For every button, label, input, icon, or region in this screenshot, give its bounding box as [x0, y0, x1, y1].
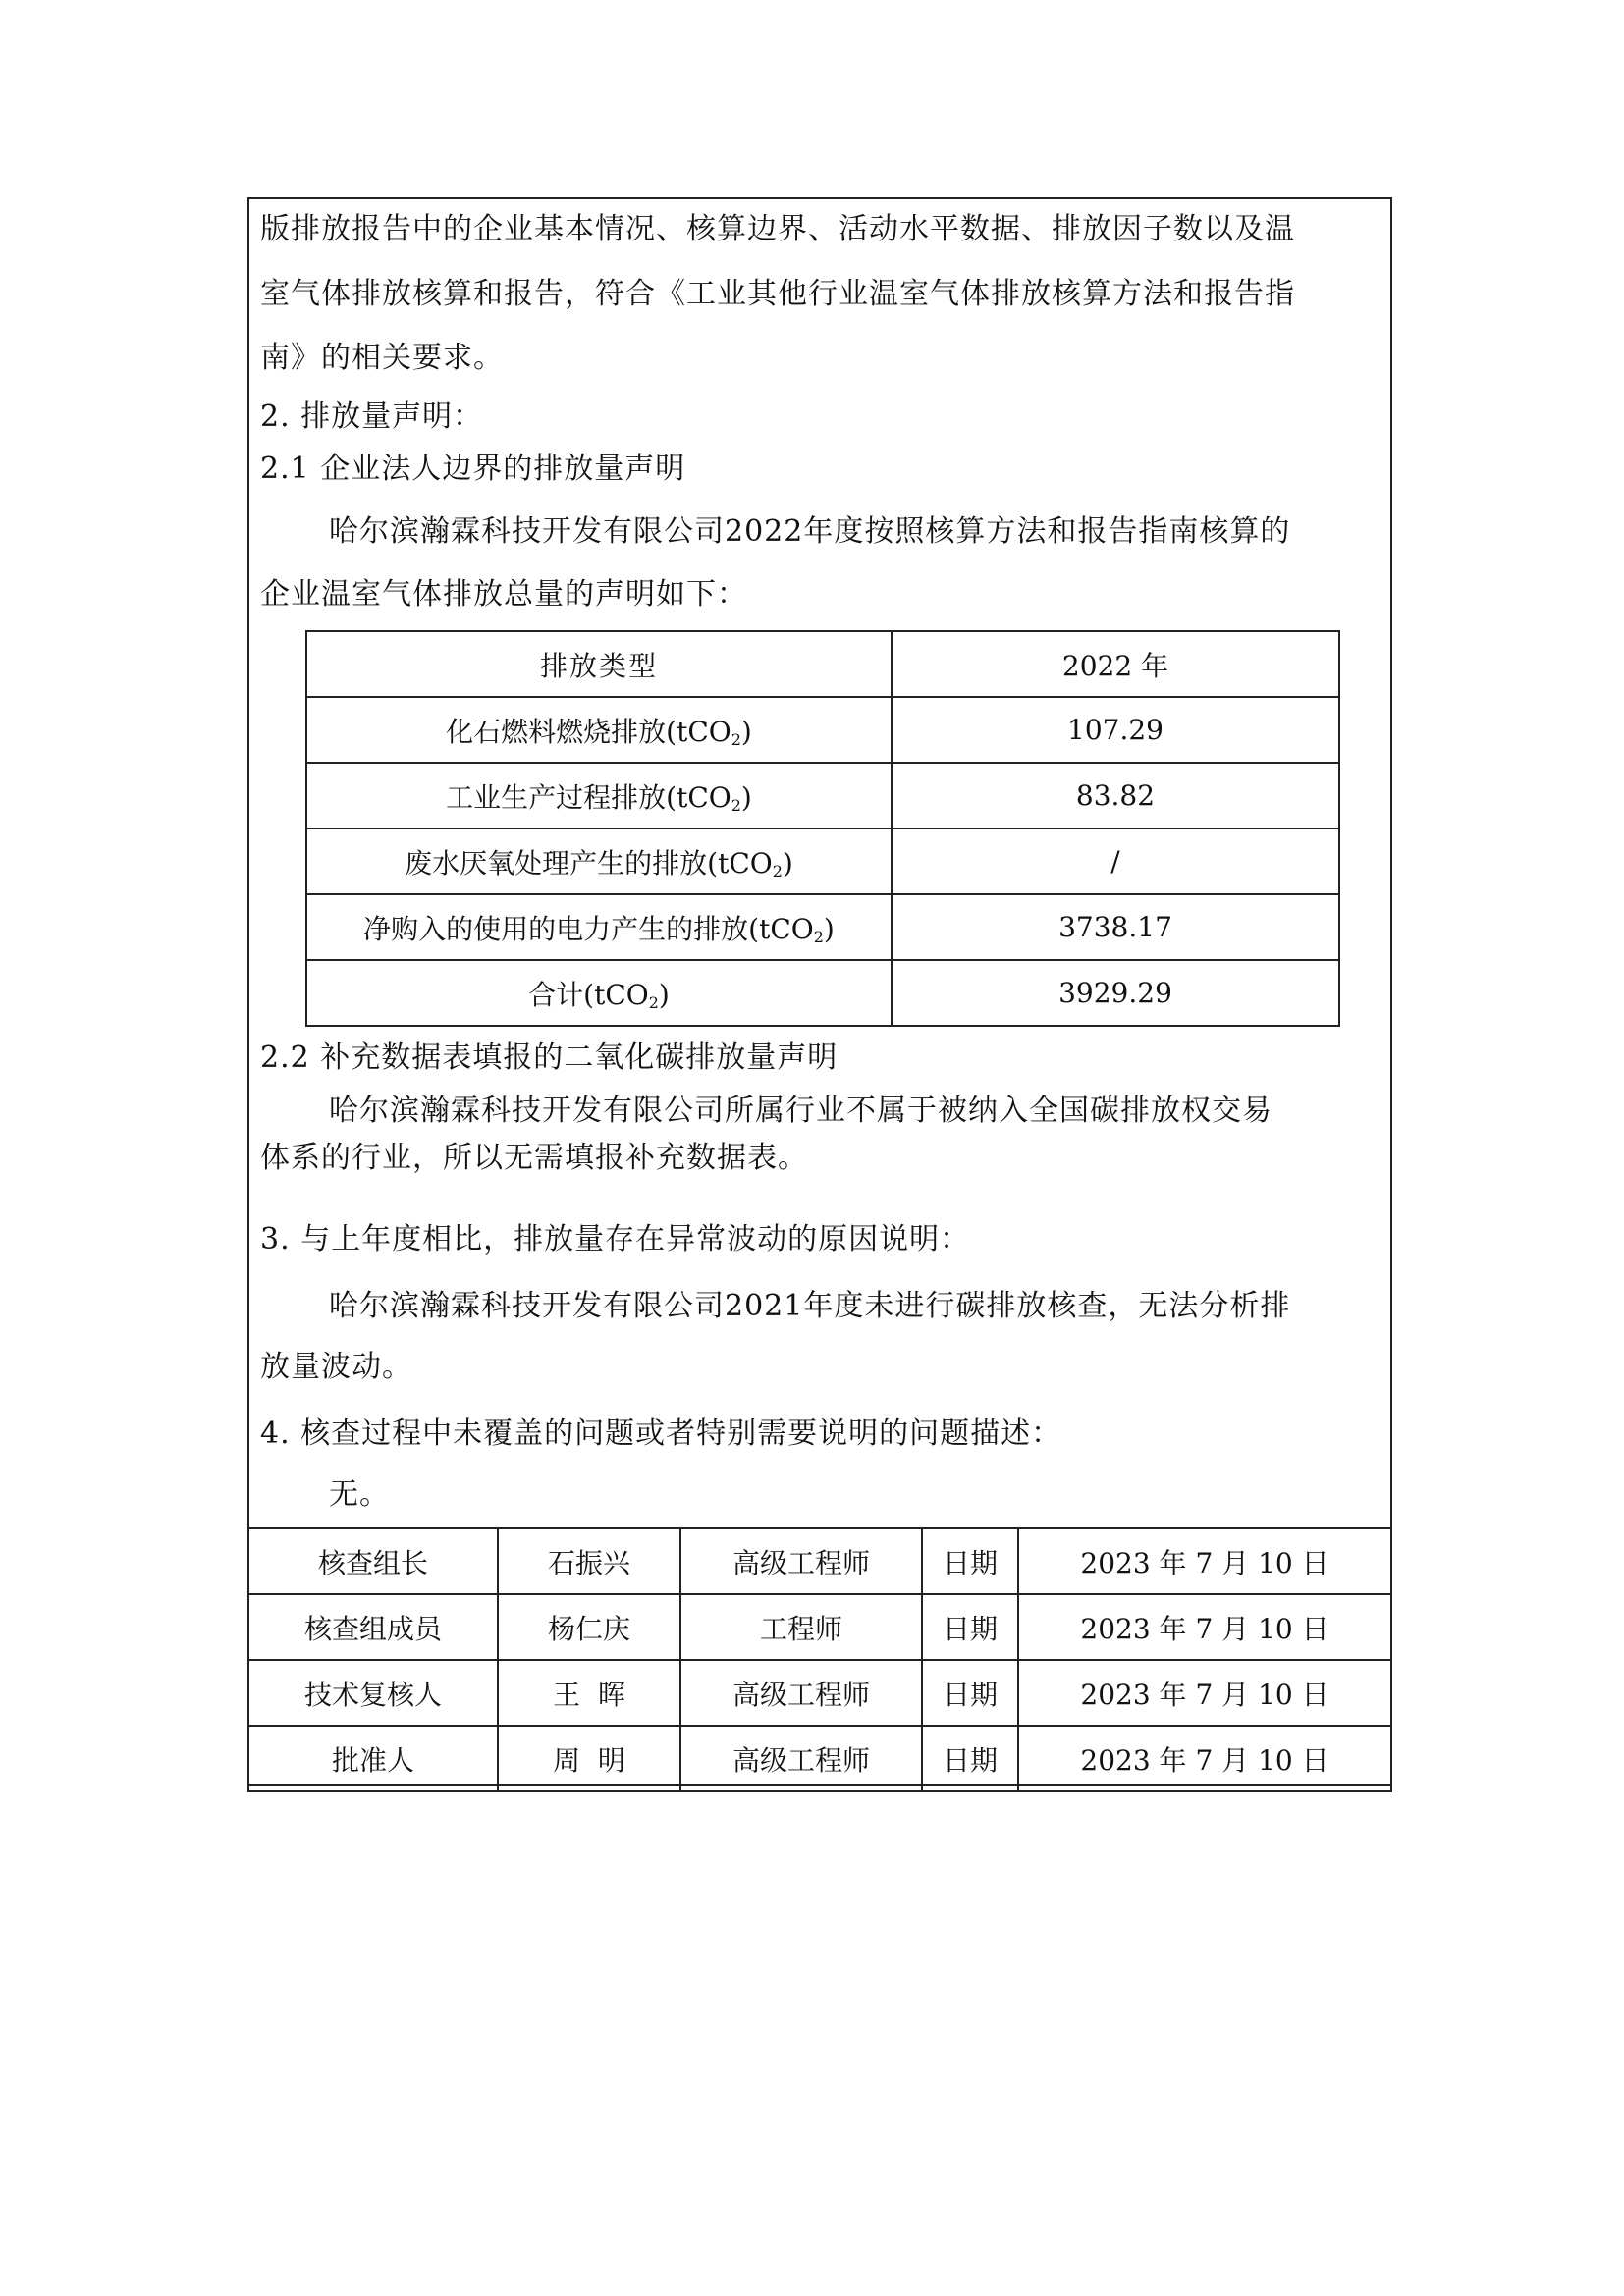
date-label-cell: 日期 — [922, 1660, 1018, 1726]
table-row — [306, 697, 1339, 763]
date-label-cell: 日期 — [922, 1726, 1018, 1791]
name-cell: 杨仁庆 — [498, 1594, 680, 1660]
section4-heading: 4. 核查过程中未覆盖的问题或者特别需要说明的问题描述： — [260, 1416, 1062, 1451]
title-cell: 工程师 — [680, 1594, 922, 1660]
section2-heading: 2. 排放量声明： — [260, 400, 484, 434]
row-label: 合计(tCO$_2$) — [306, 960, 892, 1026]
title-cell: 高级工程师 — [680, 1660, 922, 1726]
name-cell: 周 明 — [498, 1726, 680, 1791]
title-cell: 高级工程师 — [680, 1528, 922, 1594]
date-cell: 2023 年 7 月 10 日 — [1018, 1726, 1391, 1791]
name-cell: 石振兴 — [498, 1528, 680, 1594]
signature-row — [248, 1528, 1391, 1594]
signature-table — [247, 1527, 1392, 1792]
table-row — [306, 828, 1339, 894]
section3-heading: 3. 与上年度相比，排放量存在异常波动的原因说明： — [260, 1222, 971, 1256]
role-cell: 核查组成员 — [248, 1594, 498, 1660]
date-label-cell: 日期 — [922, 1528, 1018, 1594]
row-label: 化石燃料燃烧排放(tCO$_2$) — [306, 697, 892, 763]
section2-2-para-line-1: 哈尔滨瀚霖科技开发有限公司所属行业不属于被纳入全国碳排放权交易 — [329, 1094, 1272, 1128]
row-label: 工业生产过程排放(tCO$_2$) — [306, 763, 892, 828]
row-label: 废水厌氧处理产生的排放(tCO$_2$) — [306, 828, 892, 894]
date-cell: 2023 年 7 月 10 日 — [1018, 1594, 1391, 1660]
role-cell: 核查组长 — [248, 1528, 498, 1594]
header-emission-type: 排放类型 — [306, 631, 892, 697]
row-value: 3929.29 — [892, 960, 1339, 1026]
section2-1-heading: 2.1 企业法人边界的排放量声明 — [260, 452, 686, 486]
signature-row — [248, 1726, 1391, 1791]
header-year: 2022 年 — [892, 631, 1339, 697]
role-cell: 批准人 — [248, 1726, 498, 1791]
section2-1-para-line-2: 企业温室气体排放总量的声明如下： — [260, 577, 747, 612]
date-cell: 2023 年 7 月 10 日 — [1018, 1660, 1391, 1726]
section3-para-line-2: 放量波动。 — [260, 1350, 412, 1384]
row-label: 净购入的使用的电力产生的排放(tCO$_2$) — [306, 894, 892, 960]
table-header-row — [306, 631, 1339, 697]
signature-row — [248, 1660, 1391, 1726]
role-cell: 技术复核人 — [248, 1660, 498, 1726]
section2-1-para-line-1: 哈尔滨瀚霖科技开发有限公司2022年度按照核算方法和报告指南核算的 — [329, 514, 1291, 549]
section2-2-heading: 2.2 补充数据表填报的二氧化碳排放量声明 — [260, 1041, 839, 1075]
signature-row — [248, 1594, 1391, 1660]
title-cell: 高级工程师 — [680, 1726, 922, 1791]
section2-2-para-line-2: 体系的行业，所以无需填报补充数据表。 — [260, 1141, 808, 1175]
row-value: 107.29 — [892, 697, 1339, 763]
emission-table — [305, 630, 1340, 1027]
date-label-cell: 日期 — [922, 1594, 1018, 1660]
table-total-row — [306, 960, 1339, 1026]
intro-line-2: 室气体排放核算和报告，符合《工业其他行业温室气体排放核算方法和报告指 — [260, 277, 1295, 311]
table-row — [306, 894, 1339, 960]
name-cell: 王 晖 — [498, 1660, 680, 1726]
section3-para-line-1: 哈尔滨瀚霖科技开发有限公司2021年度未进行碳排放核查，无法分析排 — [329, 1289, 1291, 1323]
row-value: / — [892, 828, 1339, 894]
section4-para: 无。 — [329, 1477, 390, 1512]
date-cell: 2023 年 7 月 10 日 — [1018, 1528, 1391, 1594]
intro-line-3: 南》的相关要求。 — [260, 341, 504, 375]
row-value: 83.82 — [892, 763, 1339, 828]
intro-line-1: 版排放报告中的企业基本情况、核算边界、活动水平数据、排放因子数以及温 — [260, 212, 1295, 246]
row-value: 3738.17 — [892, 894, 1339, 960]
table-row — [306, 763, 1339, 828]
